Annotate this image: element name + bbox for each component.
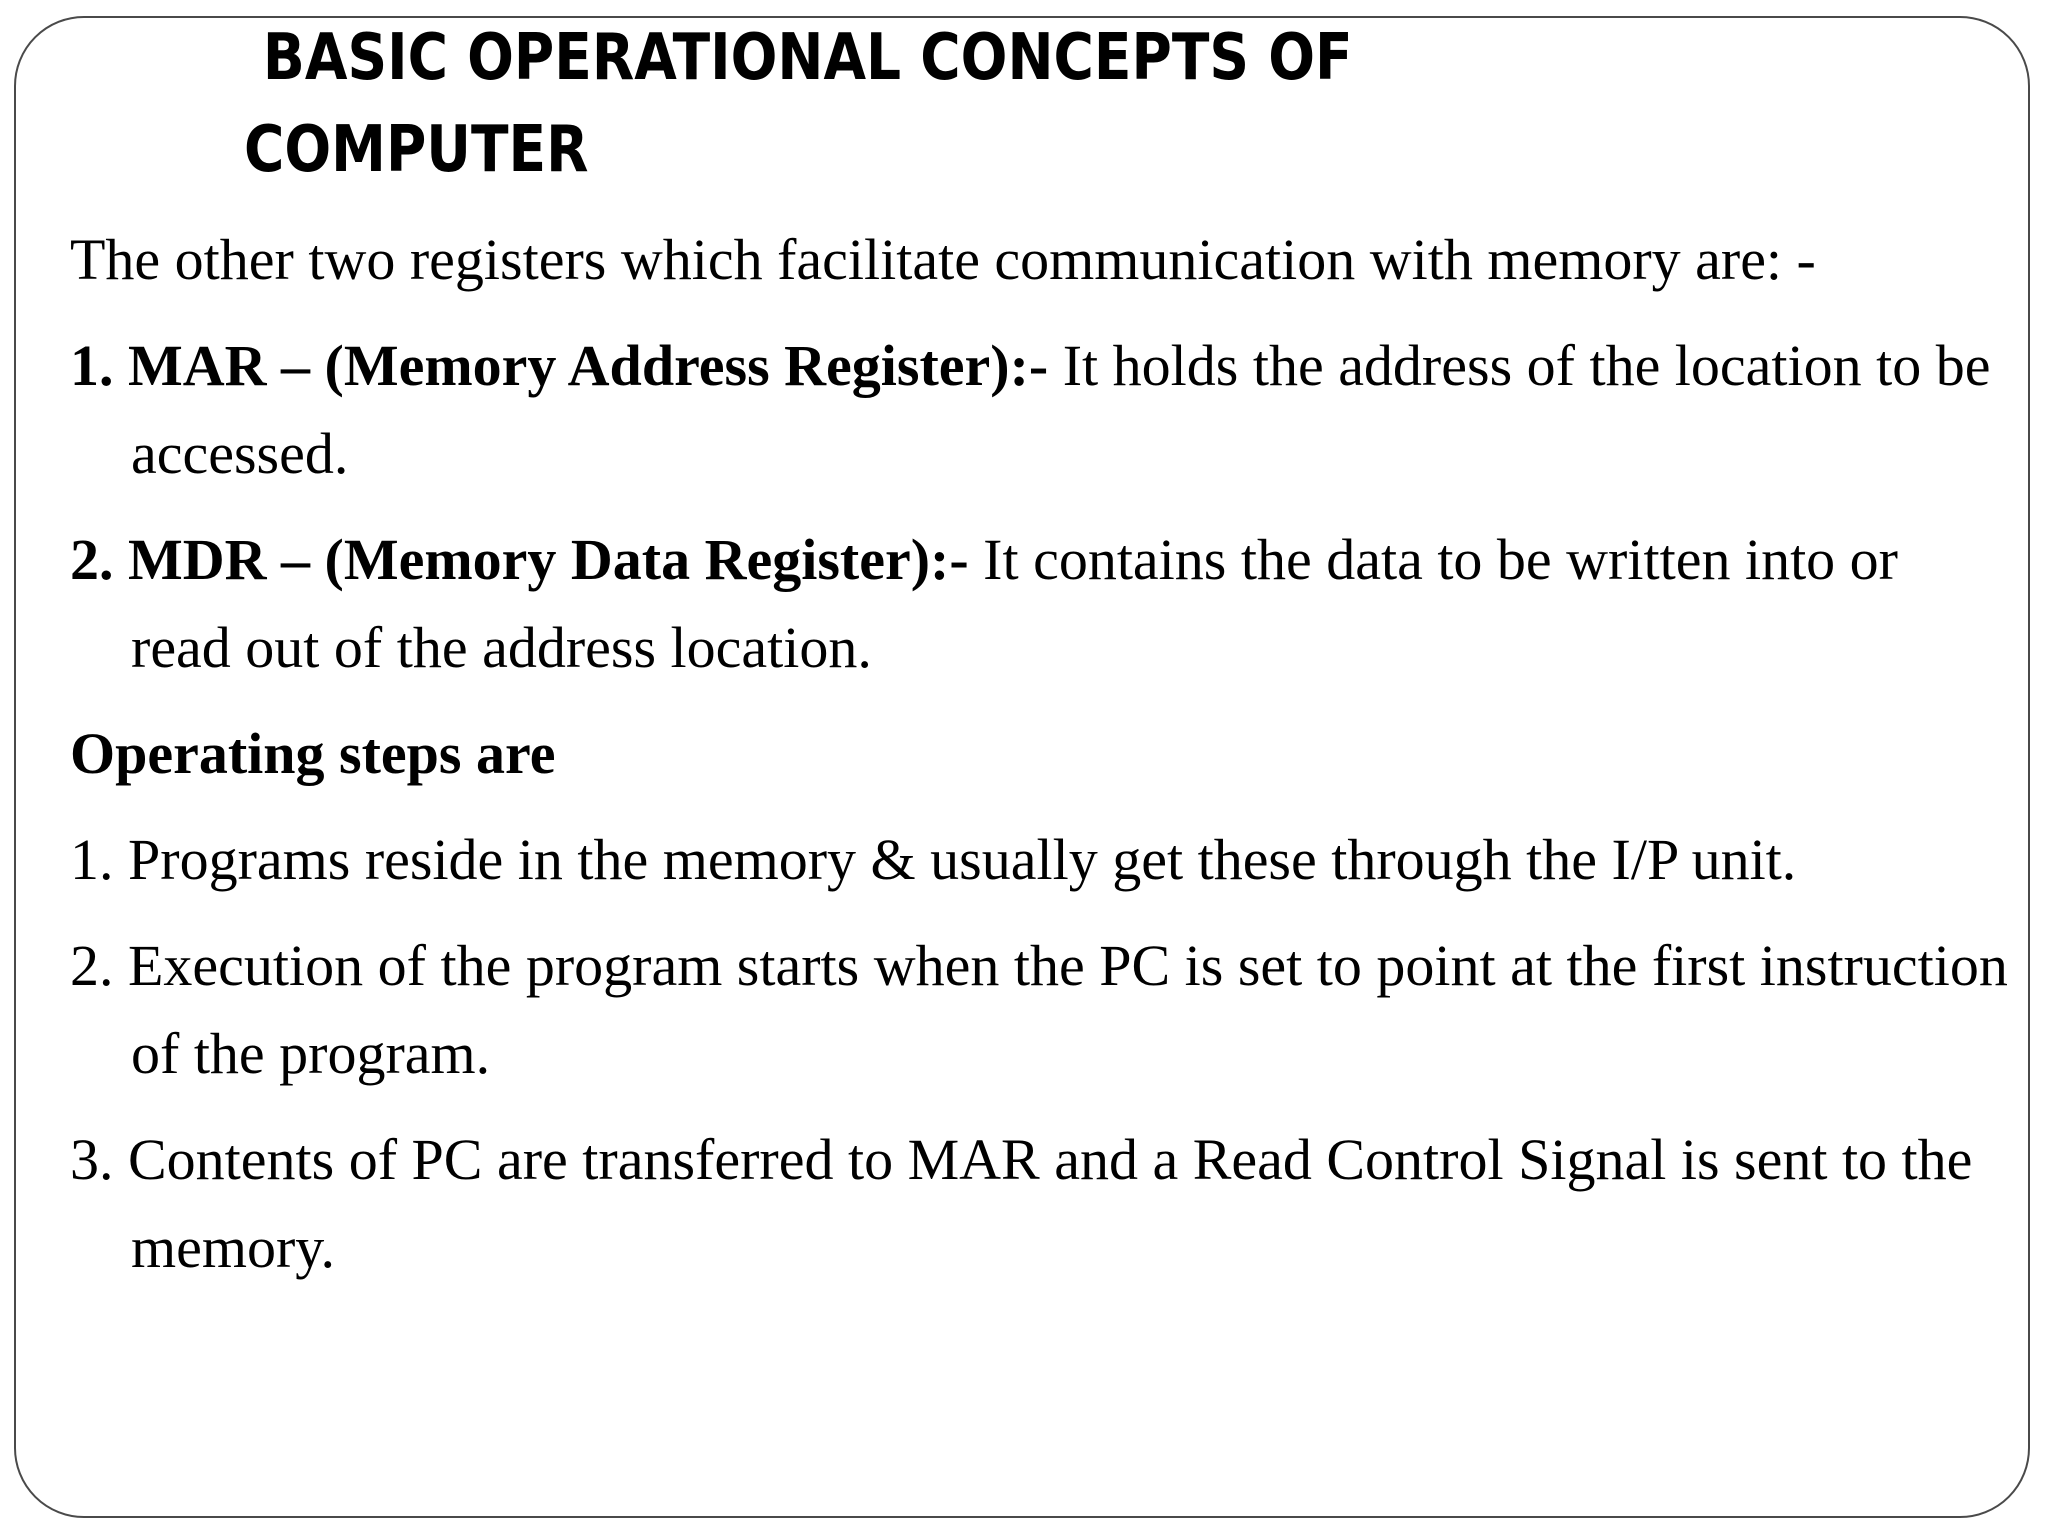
slide-title bbox=[244, 12, 1620, 196]
step-item-2: 2. Execution of the program starts when the PC is set to point at the first instruction of the program. bbox=[70, 933, 2008, 1086]
slide-body bbox=[70, 216, 2010, 1310]
step-item-3: 3. Contents of PC are transferred to MAR and a Read Control Signal is sent to the memory. bbox=[70, 1127, 1973, 1280]
title-line-1: BASIC OPERATIONAL CONCEPTS OF bbox=[262, 21, 1353, 95]
register-term: 2. MDR – (Memory Data Register):- bbox=[70, 527, 969, 592]
register-item-mar bbox=[70, 322, 2010, 498]
intro-paragraph: The other two registers which facilitate communication with memory are: - bbox=[70, 227, 1816, 292]
register-description: It holds the address of the location to be accessed. bbox=[131, 333, 1991, 486]
title-line-2: COMPUTER bbox=[244, 113, 589, 187]
register-item-mdr bbox=[70, 516, 2010, 692]
register-term: 1. MAR – (Memory Address Register):- bbox=[70, 333, 1049, 398]
step-item-1: 1. Programs reside in the memory & usually get these through the I/P unit. bbox=[70, 827, 1797, 892]
register-description: It contains the data to be written into or read out of the address location. bbox=[131, 527, 1898, 680]
steps-heading: Operating steps are bbox=[70, 721, 556, 786]
